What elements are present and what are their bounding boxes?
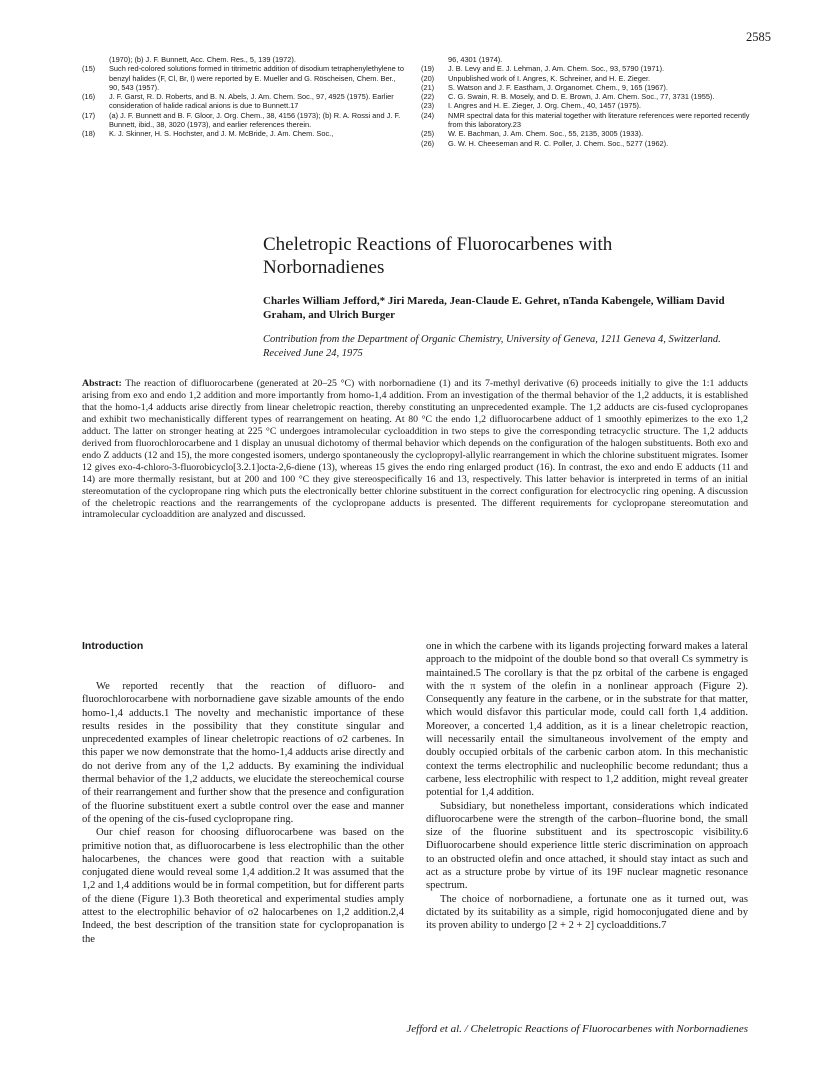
reference-text: I. Angres and H. E. Zieger, J. Org. Chem., 40, 1457 (1975).: [448, 101, 642, 111]
reference-text: Such red-colored solutions formed in titrimetric addition of disodium tetraphenylethylene to benzyl halides (F, Cl, Br, I) were reported by E. Mueller and G. Röscheisen, Chem. Ber., 90, 543 (1957).: [109, 64, 404, 92]
reference-entry: [82, 111, 404, 130]
paragraph: Subsidiary, but nonetheless important, considerations which indicated difluorocarbene were the strength of the carbon–fluorine bond, the small size of the fluorine substituent and its spectroscopic visibility.6 Difluorocarbene should experience little steric discrimination on approach to an obstructed olefin and once attached, it should stay intact as such and act as a structure probe by virtue of its 19F nuclear magnetic resonance spectrum.: [426, 800, 748, 892]
reference-entry: [82, 55, 404, 64]
reference-entry: [421, 55, 751, 64]
reference-number: (19): [421, 64, 435, 74]
reference-entry: [421, 129, 751, 138]
reference-number: (16): [82, 92, 96, 102]
paragraph: Our chief reason for choosing difluorocarbene was based on the primitive notion that, as difluorocarbene is less electrophilic than the other halocarbenes, the chances were good that reaction with a suitable conjugated diene would reveal some 1,4 addition.2 It was assumed that the 1,2 and 1,4 additions would be in formal competition, but for different parts of the diene (Figure 1).3 Both theoretical and experimental studies amply attest to the electrophilic behavior of σ2 halocarbenes on 1,2 addition.2,4 Indeed, the best description of the transition state for cyclopropanation is the: [82, 827, 404, 945]
reference-text: J. B. Levy and E. J. Lehman, J. Am. Chem. Soc., 93, 5790 (1971).: [448, 64, 665, 74]
reference-text: G. W. H. Cheeseman and R. C. Poller, J. Chem. Soc., 5277 (1962).: [448, 138, 669, 148]
body-left-column: [82, 680, 404, 946]
reference-number: (26): [421, 138, 435, 148]
section-heading: Introduction: [82, 640, 144, 652]
abstract-text: The reaction of difluorocarbene (generated at 20–25 °C) with norbornadiene (1) and its 7-methyl derivative (6) proceeds initially to give the 1:1 adducts arising from exo and endo 1,2 addition and more importantly from homo-1,4 addition. From an investigation of the thermal behavior of the 1,2 adducts, it is established that the homo-1,4 adducts arise directly from linear cheletropic reaction, thereby constituting an unprecedented example. The 1,2 adducts are cis-fused cyclopropanes and exhibit two mechanistically different types of rearrangement on heating. At 80 °C the endo 1,2 difluorocarbene adduct of 1 smoothly epimerizes to the exo 1,2 adduct. The latter on stronger heating at 225 °C undergoes intramolecular cycloaddition in two steps to give the corresponding tetracyclic structure. The 1,2 adducts derived from fluorochlorocarbene and 1 display an unusual dichotomy of thermal behavior which depends on the configuration of the halogen substituents. Both exo and endo Z adducts (12 and 15), the more congested isomers, undergo spontaneously the cyclopropyl-allylic rearrangement in which the chlorine substituent migrates. Isomer 12 gives exo-4-chloro-3-fluorobicyclo[3.2.1]octa-2,6-diene (13), whereas 15 gives the endo ring enlarged product (16). In contrast, the exo and endo E adducts (11 and 14) are more thermally resistant, but at 200 and 100 °C they give stereospecifically 16 and 13, respectively. This latter behavior is interpreted in terms of an initial stereomutation of the cyclopropane ring which puts the electronically better chlorine substituent in the correct configuration for electrocyclic ring opening. A discussion of the cheletropic reactions and the rearrangements of the cyclopropane adducts is presented. The different requirements for cyclopropane stereomutation and intramolecular cycloaddition are analyzed and discussed.: [82, 378, 748, 521]
reference-text: 96, 4301 (1974).: [448, 55, 503, 64]
paragraph: one in which the carbene with its ligands projecting forward makes a lateral approach to the midpoint of the double bond so that overall Cs symmetry is maintained.5 The corollary is that the pz orbital of the carbene is engaged with the π system of the olefin in a nonlinear approach (Figure 2). Consequently any feature in the carbene, or in the substrate for that matter, which would disfavor this particular mode, could call forth 1,4 addition. Moreover, a concerted 1,4 addition, as it is a linear cheletropic reaction, will necessarily entail the simultaneous involvement of the empty and doubly occupied orbitals of the carbenic carbon atom. In this mechanistic context the terms electrophilic and nucleophilic become redundant; thus a carbene, less electrophilic with respect to 1,2 addition, might reveal greater potential for 1,4 addition.: [426, 641, 748, 799]
paragraph: We reported recently that the reaction of difluoro- and fluorochlorocarbene with norbornadiene gave sizable amounts of the endo homo-1,4 adducts.1 The novelty and mechanistic importance of these results resides in the possibility that they constitute singular and unprecedented examples of linear cheletropic reactions of σ2 carbenes. In this paper we now demonstrate that the homo-1,4 adducts arise directly and do not derive from any of the 1,2 adducts. By examining the individual thermal behavior of the 1,2 adducts, we elucidate the stereochemical course of their rearrangement and further show that the presence and configuration of the fluorine substituent exert a subtle control over the ease and manner of the opening of the cis-fused cyclopropane ring.: [82, 681, 404, 825]
reference-number: (21): [421, 82, 435, 92]
abstract: [82, 378, 748, 521]
paragraph: The choice of norbornadiene, a fortunate one as it turned out, was dictated by its suitability as a simple, rigid homoconjugated diene and by its proven ability to undergo [2 + 2 + 2] cycloadditions.7: [426, 893, 748, 932]
reference-number: (17): [82, 110, 96, 120]
reference-entry: [82, 92, 404, 111]
affiliation: Contribution from the Department of Organic Chemistry, University of Geneva, 1211 Geneva 4, Switzerland. Received June 24, 1975: [263, 334, 721, 359]
reference-entry: [82, 64, 404, 92]
article-title: Cheletropic Reactions of Fluorocarbenes with Norbornadienes: [263, 234, 613, 278]
reference-number: (22): [421, 92, 435, 102]
references-left-column: [82, 55, 404, 139]
running-footer: Jefford et al. / Cheletropic Reactions of Fluorocarbenes with Norbornadienes: [406, 1023, 748, 1035]
reference-text: (a) J. F. Bunnett and B. F. Gloor, J. Org. Chem., 38, 4156 (1973); (b) R. A. Rossi and J. F. Bunnett, ibid., 38, 3020 (1973), and earlier references therein.: [109, 110, 401, 130]
references-right-column: [421, 55, 751, 148]
reference-number: (20): [421, 73, 435, 83]
reference-text: NMR spectral data for this material together with literature references were reported recently from this laboratory.23: [448, 110, 750, 130]
abstract-label: Abstract:: [82, 378, 122, 389]
body-right-column: [426, 640, 748, 933]
reference-entry: [82, 129, 404, 138]
reference-text: Unpublished work of I. Angres, K. Schreiner, and H. E. Zieger.: [448, 73, 651, 83]
reference-number: (25): [421, 129, 435, 139]
author-list: Charles William Jefford,* Jiri Mareda, Jean-Claude E. Gehret, nTanda Kabengele, William David Graham, and Ulrich Burger: [263, 295, 725, 321]
reference-number: (24): [421, 110, 435, 120]
reference-text: (1970); (b) J. F. Bunnett, Acc. Chem. Res., 5, 139 (1972).: [109, 55, 296, 64]
reference-text: C. G. Swain, R. B. Mosely, and D. E. Brown, J. Am. Chem. Soc., 77, 3731 (1955).: [448, 92, 715, 102]
reference-number: (23): [421, 101, 435, 111]
reference-entry: [421, 139, 751, 148]
reference-text: S. Watson and J. F. Eastham, J. Organomet. Chem., 9, 165 (1967).: [448, 82, 668, 92]
reference-entry: [421, 111, 751, 130]
reference-text: W. E. Bachman, J. Am. Chem. Soc., 55, 2135, 3005 (1933).: [448, 129, 644, 139]
reference-entry: [421, 83, 751, 92]
reference-entry: [421, 64, 751, 73]
reference-text: J. F. Garst, R. D. Roberts, and B. N. Abels, J. Am. Chem. Soc., 97, 4925 (1975). Earlier consideration of halide radical anions is due to Bunnett.17: [109, 92, 394, 111]
reference-number: (18): [82, 129, 96, 139]
reference-entry: [421, 101, 751, 110]
reference-entry: [421, 92, 751, 101]
reference-text: K. J. Skinner, H. S. Hochster, and J. M. McBride, J. Am. Chem. Soc.,: [109, 129, 334, 139]
reference-entry: [421, 74, 751, 83]
page-number: 2585: [746, 30, 771, 44]
reference-number: (15): [82, 64, 96, 74]
